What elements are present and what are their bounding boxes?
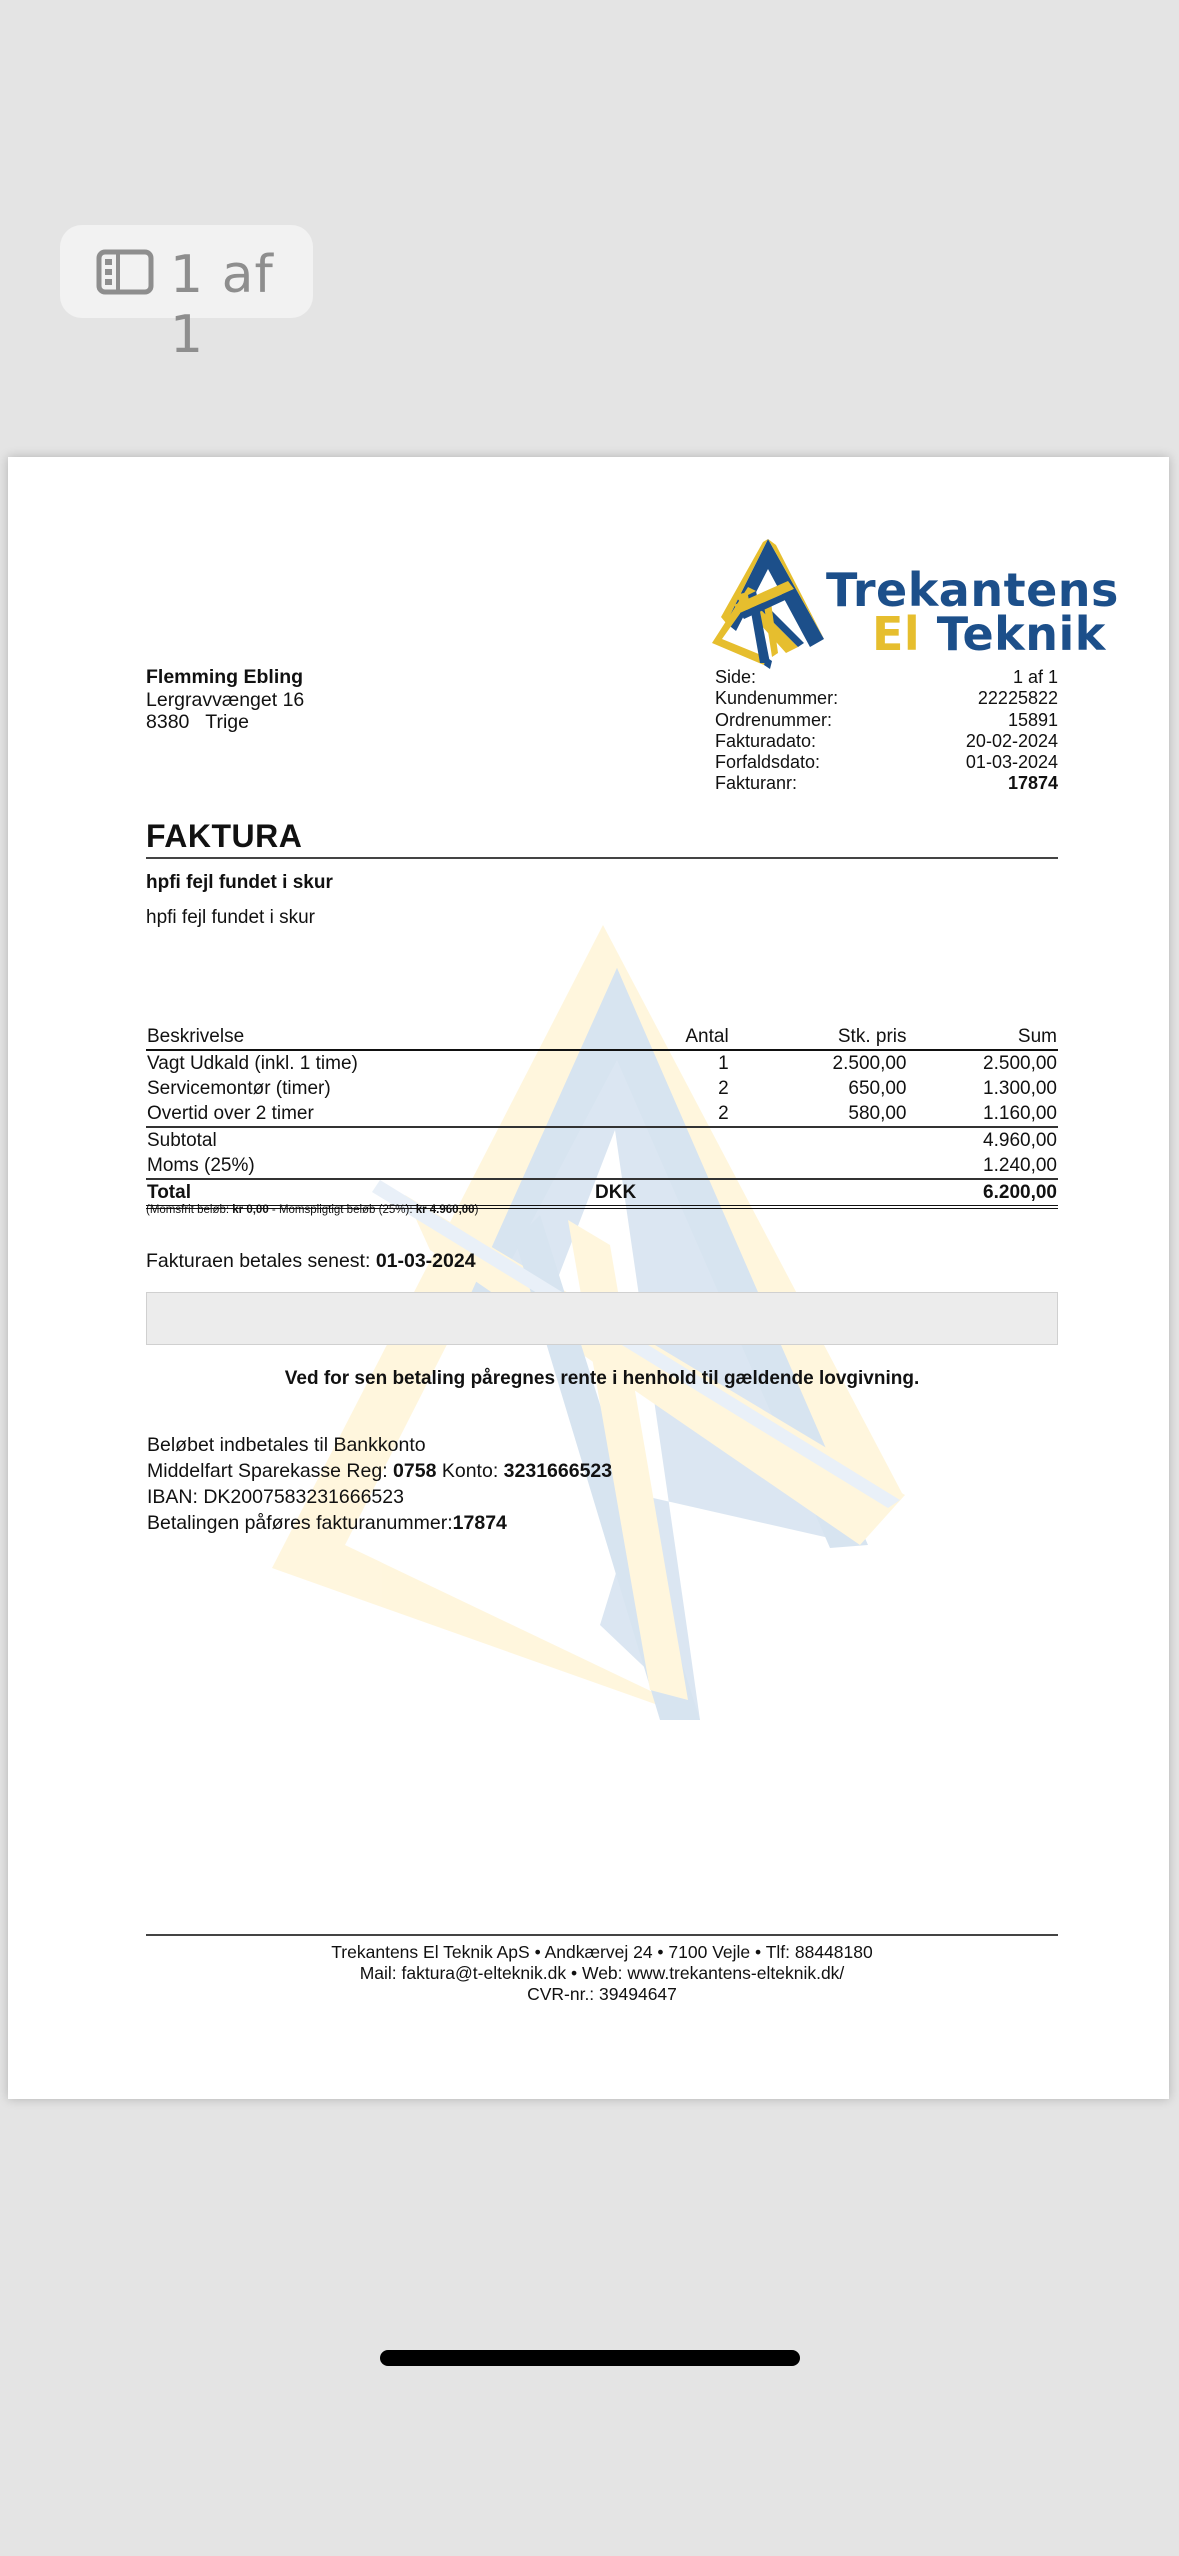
meta-label: Fakturadato:	[715, 730, 817, 751]
vat-note-text: (Momsfrit beløb:	[146, 1204, 233, 1216]
col-header-qty: Antal	[620, 1024, 729, 1050]
meta-label: Ordrenummer:	[715, 709, 833, 730]
meta-row-side	[715, 667, 1058, 688]
meta-label: Side:	[715, 667, 757, 687]
meta-value: 1 af 1	[1012, 667, 1058, 687]
bank-name: Middelfart Sparekasse Reg:	[147, 1460, 394, 1482]
empty-cell	[620, 1127, 729, 1153]
vat-note	[146, 1204, 478, 1216]
invoice-meta	[715, 667, 1058, 795]
invoice-subject-heading: hpfi fejl fundet i skur	[146, 872, 333, 893]
subtotal-row	[146, 1127, 1058, 1153]
item-qty: 2	[718, 1077, 729, 1099]
footer-line-contact: Mail: faktura@t-elteknik.dk • Web: www.trekantens-elteknik.dk/	[359, 1963, 845, 1983]
vat-liable-amount: kr 4.960,00	[415, 1204, 475, 1216]
konto-label: Konto:	[436, 1460, 504, 1482]
col-header-sum: Sum	[908, 1024, 1059, 1050]
col-header-unit-price: Stk. pris	[730, 1024, 908, 1050]
item-description: Servicemontør (timer)	[147, 1077, 331, 1099]
reference-number: 17874	[452, 1512, 507, 1534]
item-description: Vagt Udkald (inkl. 1 time)	[147, 1052, 358, 1074]
bank-reference-line	[147, 1510, 612, 1536]
bank-account-line	[147, 1458, 612, 1484]
vat-row	[146, 1153, 1058, 1179]
meta-value: 15891	[1007, 709, 1058, 730]
bank-intro: Beløbet indbetales til Bankkonto	[147, 1434, 426, 1456]
meta-label: Kundenummer:	[715, 688, 839, 709]
footer-line-address: Trekantens El Teknik ApS • Andkærvej 24 • 7100 Vejle • Tlf: 88448180	[331, 1942, 873, 1962]
company-logo-icon	[706, 535, 826, 670]
sidebar-thumbnails-icon	[96, 249, 154, 295]
col-header-description: Beskrivelse	[146, 1024, 620, 1050]
vat-value: 1.240,00	[908, 1153, 1059, 1179]
vat-label: Moms (25%)	[146, 1153, 620, 1179]
customer-address	[146, 666, 304, 734]
table-row	[146, 1076, 1058, 1101]
empty-cell	[730, 1179, 908, 1207]
customer-city: 8380 Trige	[146, 711, 249, 733]
meta-row-fakturadato	[715, 731, 1058, 752]
payment-slip-box	[146, 1292, 1058, 1345]
empty-cell	[620, 1179, 729, 1207]
vat-note-text: )	[474, 1204, 479, 1216]
invoice-subject: hpfi fejl fundet i skur	[146, 907, 315, 928]
total-label	[146, 1179, 637, 1207]
item-sum: 1.160,00	[908, 1101, 1059, 1127]
item-unit-price: 580,00	[730, 1101, 908, 1127]
meta-row-fakturanr	[715, 773, 1058, 794]
page-indicator-text: 1 af 1	[170, 245, 274, 365]
late-payment-notice: Ved for sen betaling påregnes rente i henhold til gældende lovgivning.	[284, 1368, 920, 1389]
meta-value: 17874	[1007, 773, 1058, 794]
bank-reg: 0758	[393, 1460, 437, 1482]
total-label-text: Total	[147, 1181, 191, 1203]
meta-value: 22225822	[977, 688, 1058, 709]
meta-label: Forfaldsdato:	[715, 752, 821, 773]
currency: DKK	[595, 1181, 637, 1203]
meta-value: 01-03-2024	[965, 752, 1058, 773]
bank-iban: IBAN: DK2007583231666523	[147, 1486, 404, 1508]
footer-line-cvr: CVR-nr.: 39494647	[527, 1984, 677, 2004]
title-divider	[146, 857, 1058, 859]
total-row	[146, 1179, 1058, 1207]
item-sum: 2.500,00	[983, 1052, 1057, 1074]
empty-cell	[730, 1153, 908, 1179]
empty-cell	[730, 1127, 908, 1153]
company-name-line1: Trekantens	[826, 563, 1119, 617]
company-name-teknik: Teknik	[936, 607, 1106, 661]
meta-value: 20-02-2024	[965, 730, 1058, 751]
invoice-title: FAKTURA	[146, 818, 303, 854]
home-indicator[interactable]	[380, 2350, 800, 2366]
customer-name: Flemming Ebling	[146, 666, 304, 688]
table-row	[146, 1050, 1058, 1076]
table-header-row	[146, 1024, 1058, 1050]
payment-due	[146, 1250, 476, 1273]
item-description: Overtid over 2 timer	[146, 1101, 620, 1127]
due-label: Fakturaen betales senest:	[146, 1250, 376, 1272]
page-indicator[interactable]	[60, 225, 313, 365]
item-qty: 2	[620, 1101, 729, 1127]
table-row	[146, 1101, 1058, 1127]
vat-free-amount: kr 0,00	[232, 1204, 269, 1216]
bank-details	[147, 1432, 612, 1536]
empty-cell	[620, 1153, 729, 1179]
footer-divider	[146, 1934, 1058, 1936]
company-name-el: El	[872, 607, 921, 661]
reference-label: Betalingen påføres fakturanummer:	[147, 1512, 453, 1534]
subtotal-value: 4.960,00	[983, 1129, 1057, 1151]
meta-row-forfaldsdato	[715, 752, 1058, 773]
company-footer	[146, 1942, 1058, 2005]
subtotal-label: Subtotal	[147, 1129, 217, 1151]
item-unit-price: 2.500,00	[832, 1052, 907, 1074]
bank-konto: 3231666523	[503, 1460, 613, 1482]
line-items-table	[146, 1024, 1058, 1209]
total-value: 6.200,00	[908, 1179, 1059, 1207]
item-unit-price: 650,00	[848, 1077, 907, 1099]
item-sum: 1.300,00	[983, 1077, 1057, 1099]
vat-note-text: - Momspligtigt beløb (25%):	[268, 1204, 416, 1216]
customer-street: Lergravvænget 16	[146, 688, 305, 711]
item-qty: 1	[718, 1052, 729, 1074]
meta-row-ordrenummer	[715, 710, 1058, 731]
due-date: 01-03-2024	[375, 1250, 476, 1272]
meta-label: Fakturanr:	[715, 773, 798, 794]
meta-row-kundenummer	[715, 688, 1058, 709]
company-name-line2	[872, 607, 1106, 661]
